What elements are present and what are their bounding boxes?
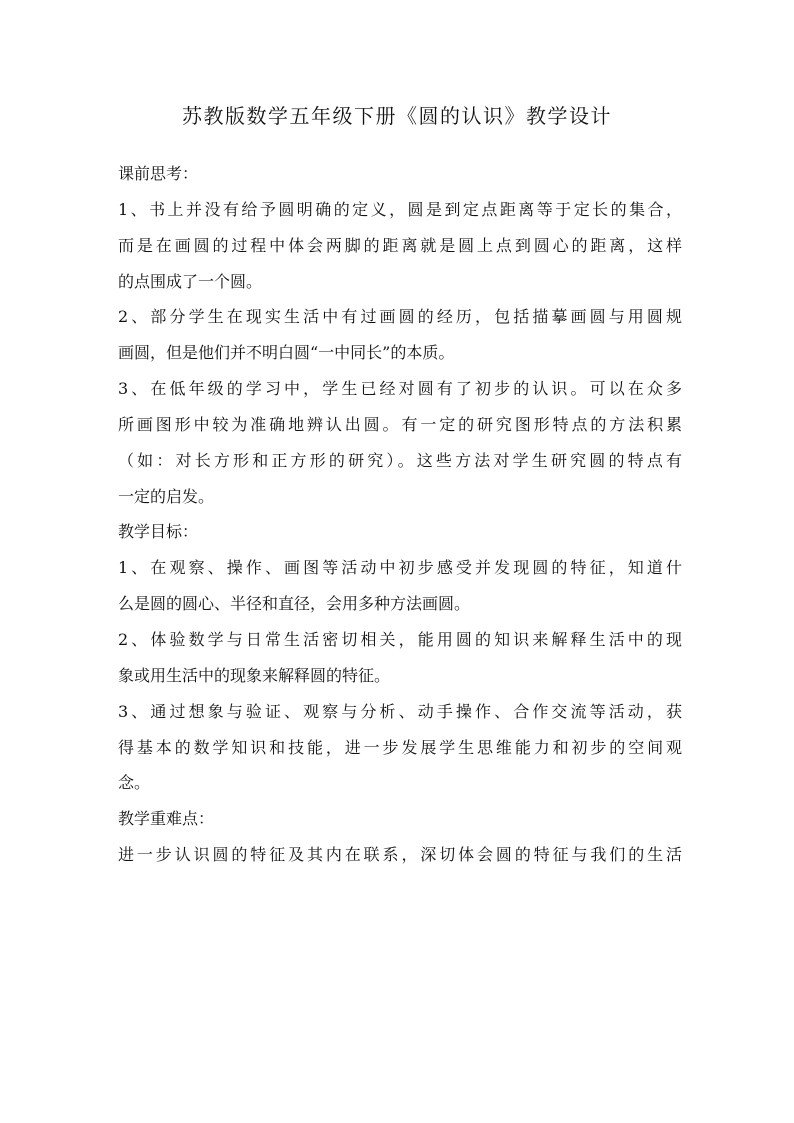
document-title: 苏教版数学五年级下册《圆的认识》教学设计 [182, 104, 612, 128]
paragraph-line: 1、在观察、操作、画图等活动中初步感受并发现圆的特征，知道什 [118, 558, 682, 578]
document-body [118, 156, 682, 873]
paragraph-line: 象或用生活中的现象来解释圆的特征。 [118, 665, 391, 685]
paragraph-line: 得基本的数学知识和技能，进一步发展学生思维能力和初步的空间观 [118, 737, 682, 757]
paragraph-line: 么是圆的圆心、半径和直径，会用多种方法画圆。 [118, 594, 471, 614]
paragraph-line: 的点围成了一个圆。 [118, 271, 263, 291]
section-heading-preclass-thinking: 课前思考： [118, 164, 199, 183]
section-heading-key-difficulties: 教学重难点： [118, 809, 215, 829]
paragraph-line: 3、在低年级的学习中，学生已经对圆有了初步的认识。可以在众多 [118, 379, 682, 399]
paragraph-line: 念。 [118, 773, 151, 793]
paragraph-line: 所画图形中较为准确地辨认出圆。有一定的研究图形特点的方法积累 [118, 414, 682, 434]
paragraph-line: 2、部分学生在现实生活中有过画圆的经历，包括描摹画圆与用圆规 [118, 307, 682, 327]
paragraph-line: 进一步认识圆的特征及其内在联系，深切体会圆的特征与我们的生活 [118, 845, 682, 865]
paragraph-line: 2、体验数学与日常生活密切相关，能用圆的知识来解释生活中的现 [118, 629, 682, 649]
paragraph-line: 1、书上并没有给予圆明确的定义，圆是到定点距离等于定长的集合， [118, 199, 682, 219]
paragraph-line: 画圆，但是他们并不明白圆“一中同长”的本质。 [118, 343, 455, 363]
paragraph-line: 3、通过想象与验证、观察与分析、动手操作、合作交流等活动，获 [118, 701, 682, 721]
section-heading-teaching-goals: 教学目标： [118, 522, 199, 542]
paragraph-line: 一定的启发。 [118, 486, 215, 506]
paragraph-line: （如：对长方形和正方形的研究）。这些方法对学生研究圆的特点有 [118, 450, 682, 470]
paragraph-line: 而是在画圆的过程中体会两脚的距离就是圆上点到圆心的距离，这样 [118, 235, 682, 255]
